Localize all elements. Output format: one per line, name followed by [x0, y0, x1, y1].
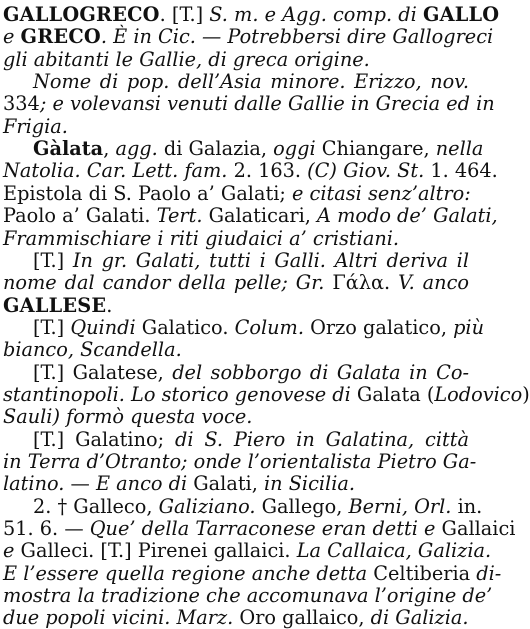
text-run: gli abitanti le Gallie, di greca origine. — [3, 47, 370, 71]
text-run: due popoli vicini. Marz. — [3, 606, 234, 629]
text-run: 2. † Galleco, — [33, 494, 159, 518]
text-line — [3, 183, 469, 204]
text-line — [33, 315, 485, 339]
text-run: Γάλα. — [324, 271, 399, 295]
text-run: [T.] — [33, 360, 73, 384]
text-run: bianco, Scandella. — [3, 338, 182, 362]
text-run: Natolia. Car. Lett. fam. — [3, 159, 228, 183]
text-run: Galleci. [T.] Pirenei gallaici. — [14, 539, 297, 563]
text-line — [3, 382, 530, 406]
text-run: Galiziano. — [158, 494, 256, 518]
text-run: stantinopoli. Lo storico genovese di — [3, 382, 351, 406]
text-run: Tert. — [156, 204, 203, 228]
text-run: La Callaica, Galizia. — [296, 539, 492, 563]
text-run: ; e volevansi venuti dalle Gallie in Grecia ed in — [39, 92, 495, 116]
text-line — [3, 116, 469, 137]
text-run: Gallego, — [255, 494, 349, 518]
text-run: Galati, — [187, 472, 264, 496]
text-run: Sauli) formò questa voce. — [3, 405, 253, 429]
text-line — [3, 92, 495, 116]
text-run: Celtiberia — [367, 561, 477, 585]
text-run: Galatese, — [72, 360, 173, 384]
text-run: del sobborgo di Galata in Co- — [172, 360, 469, 384]
text-run: in Sicilia. — [264, 472, 356, 496]
text-line — [3, 228, 469, 249]
text-run: in Terra d’Otranto; onde l’orientalista Pietro Ga- — [3, 450, 477, 473]
text-run: — — [64, 472, 96, 496]
text-run: E l’essere quella regione anche detta — [3, 561, 368, 585]
text-run: GALLO — [422, 3, 500, 26]
text-line — [33, 137, 484, 161]
text-run: A modo de’ Galati, — [317, 204, 498, 228]
text-run: Gallaici — [435, 517, 516, 541]
text-run: e — [3, 539, 15, 563]
text-run: GRECO — [20, 25, 101, 49]
text-run: di Galizia. — [370, 606, 469, 629]
text-run: nella — [435, 137, 484, 161]
text-run: Paolo a’ Galati. — [3, 204, 157, 228]
text-run: Que’ della Tarraconese eran detti e — [89, 517, 436, 541]
text-run: E anco di — [95, 472, 188, 496]
text-run: . È in Cic. — Potrebbersi dire Gallogreci — [100, 25, 494, 49]
text-run: Nome di pop. dell’Asia minore. Erizzo, nov. — [33, 70, 469, 94]
text-line — [33, 494, 483, 518]
text-line — [33, 362, 469, 383]
text-run: . — [106, 293, 113, 317]
text-run: 2. 163. — [227, 159, 308, 183]
text-line — [33, 71, 469, 92]
text-run: latino. — [3, 472, 65, 496]
text-run: [T.] — [33, 248, 73, 272]
text-run: più — [453, 315, 485, 339]
text-run: mostra la tradizione che accomunava l’origine de’ — [3, 584, 493, 608]
text-run: , — [103, 137, 116, 161]
text-run: Epistola di S. Paolo a’ Galati; — [3, 181, 293, 205]
text-line — [3, 25, 494, 49]
text-line — [3, 204, 498, 228]
text-run: V. anco — [398, 271, 469, 295]
text-line — [3, 561, 502, 585]
text-run: Berni, Orl. — [348, 494, 452, 518]
text-run: [T.] — [33, 427, 76, 451]
text-run: Galatino; — [75, 427, 175, 451]
text-line — [3, 584, 493, 608]
text-run: 33 — [3, 92, 28, 116]
text-line — [3, 272, 469, 293]
text-run: in. — [451, 494, 483, 518]
text-run: Galaticari, — [202, 204, 318, 228]
text-run: nome dal candor della pelle; Gr. — [3, 271, 325, 295]
text-line — [3, 339, 469, 360]
text-line — [3, 406, 469, 427]
text-run: Frigia. — [3, 114, 68, 138]
text-run: di Galazia, — [157, 137, 274, 161]
text-run: e citasi senz’altro: — [292, 181, 471, 205]
text-line — [3, 607, 469, 628]
text-run: GALLESE — [3, 293, 107, 317]
text-line — [3, 473, 469, 494]
text-run: Lodovico — [434, 382, 523, 406]
text-run: ) — [522, 382, 530, 406]
text-run: Galatico. — [135, 315, 235, 339]
text-run: Frammischiare i riti giudaici a’ cristiani. — [3, 226, 400, 250]
text-run: 4 — [27, 92, 40, 116]
text-run: Colum. — [234, 315, 304, 339]
text-run: Oro gallaico, — [233, 606, 371, 629]
text-line — [3, 517, 516, 541]
text-line — [3, 450, 477, 473]
text-run: [T.] — [33, 315, 71, 339]
text-run: (C) Giov. St. — [307, 159, 425, 183]
text-run: di S. Piero in Galatina, città — [174, 427, 469, 451]
text-run: Galata ( — [350, 382, 435, 406]
text-run: . [T.] — [159, 3, 210, 26]
text-run: In gr. Galati, tutti i Galli. Altri deriva il — [72, 248, 470, 272]
text-line — [3, 295, 469, 316]
text-line — [33, 250, 469, 271]
text-run: Chiangare, — [315, 137, 436, 161]
text-line — [3, 49, 469, 70]
text-line — [3, 539, 492, 563]
text-run: Gàlata — [33, 137, 104, 161]
text-run: Orzo galatico, — [303, 315, 454, 339]
text-run: S. m. e Agg. comp. di — [209, 3, 423, 26]
text-run: agg. — [115, 137, 158, 161]
text-line — [3, 159, 498, 183]
text-run: 1. 464. — [424, 159, 498, 183]
text-run: e — [3, 25, 21, 49]
text-run: Quindi — [70, 315, 136, 339]
text-line — [33, 429, 469, 450]
text-line — [3, 3, 500, 26]
text-run: GALLOGRECO — [3, 3, 160, 26]
text-run: 51. 6. — — [3, 517, 90, 541]
text-run: di- — [476, 561, 502, 585]
text-run: oggi — [273, 137, 316, 161]
